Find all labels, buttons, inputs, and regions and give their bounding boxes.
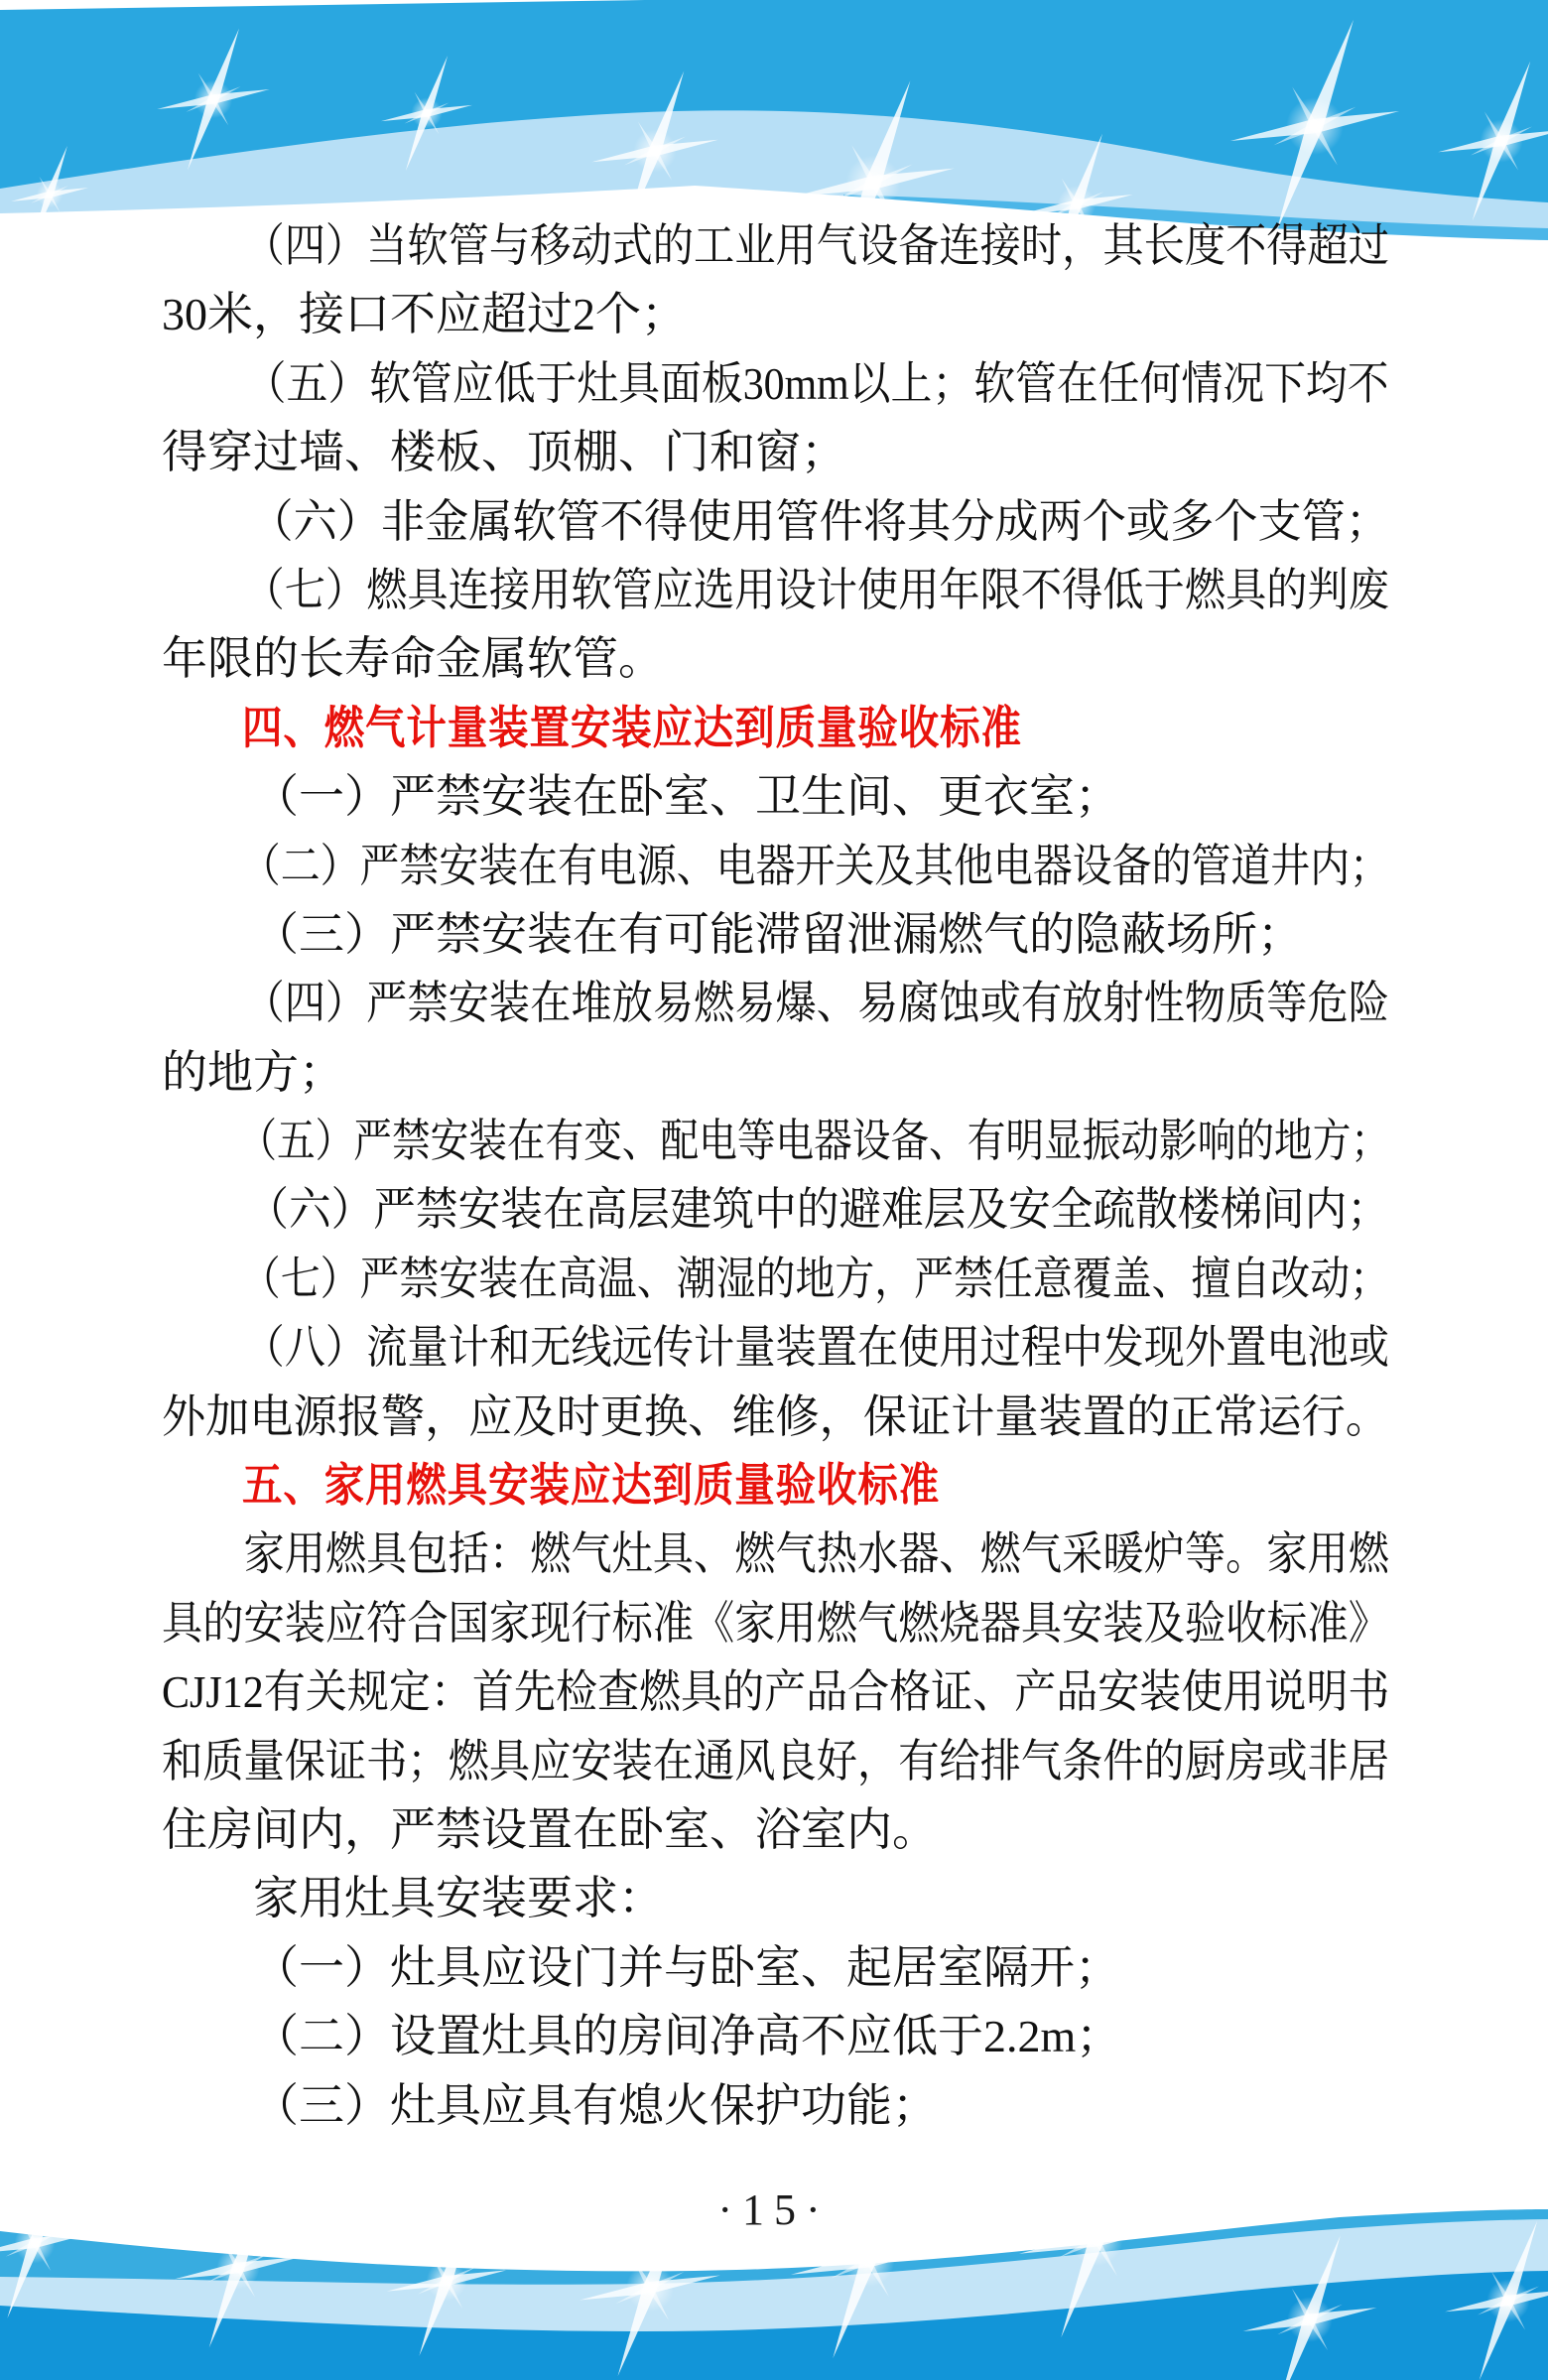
text-line: （五）软管应低于灶具面板30mm以上；软管在任何情况下均不 [244,357,1389,409]
text-line: （一）灶具应设门并与卧室、起居室隔开； [253,1941,1120,1993]
text-line: （三）严禁安装在有可能滞留泄漏燃气的隐蔽场所； [253,908,1303,960]
text-line: 家用燃具包括：燃气灶具、燃气热水器、燃气采暖炉等。家用燃 [243,1528,1389,1580]
text-line: （七）严禁安装在高温、潮湿的地方，严禁任意覆盖、擅自改动； [240,1253,1390,1304]
footer-wave-graphic [0,2132,1548,2380]
text-line: 的地方； [162,1046,344,1098]
text-line: 和质量保证书；燃具应安装在通风良好，有给排气条件的厨房或非居 [162,1735,1389,1786]
section-heading: 四、燃气计量装置安装应达到质量验收标准 [241,701,1022,753]
text-line: （六）非金属软管不得使用管件将其分成两个或多个支管； [249,495,1389,547]
text-line: （二）严禁安装在有电源、电器开关及其他电器设备的管道井内； [240,840,1390,891]
document-text [162,211,1389,2140]
text-line: 住房间内，严禁设置在卧室、浴室内。 [162,1803,938,1855]
text-line: 30米，接口不应超过2个； [162,289,687,340]
text-line: （二）设置灶具的房间净高不应低于2.2m； [253,2011,1122,2062]
text-line: （一）严禁安装在卧室、卫生间、更衣室； [253,771,1120,823]
text-line: （四）当软管与移动式的工业用气设备连接时，其长度不得超过 [243,220,1389,271]
text-line: CJJ12有关规定：首先检查燃具的产品合格证、产品安装使用说明书 [162,1666,1390,1718]
text-line: 具的安装应符合国家现行标准《家用燃气燃烧器具安装及验收标准》 [162,1597,1389,1649]
text-line: （三）灶具应具有熄火保护功能； [253,2079,938,2131]
text-line: 年限的长寿命金属软管。 [162,633,664,685]
section-heading: 五、家用燃具安装应达到质量验收标准 [241,1459,941,1512]
text-line: （四）严禁安装在堆放易燃易爆、易腐蚀或有放射性物质等危险 [243,978,1389,1029]
text-line: 外加电源报警，应及时更换、维修，保证计量装置的正常运行。 [162,1390,1389,1442]
text-line: （五）严禁安装在有变、配电等电器设备、有明显振动影响的地方； [238,1116,1389,1167]
text-line: （七）燃具连接用软管应选用设计使用年限不得低于燃具的判废 [243,564,1389,615]
page-number: ·15· [717,2185,831,2234]
text-line: （六）严禁安装在高层建筑中的避难层及安全疏散楼梯间内； [246,1184,1390,1236]
text-line: 家用灶具安装要求： [253,1873,664,1924]
text-line: 得穿过墙、楼板、顶棚、门和窗； [162,427,846,478]
text-line: （八）流量计和无线远传计量装置在使用过程中发现外置电池或 [243,1322,1389,1374]
